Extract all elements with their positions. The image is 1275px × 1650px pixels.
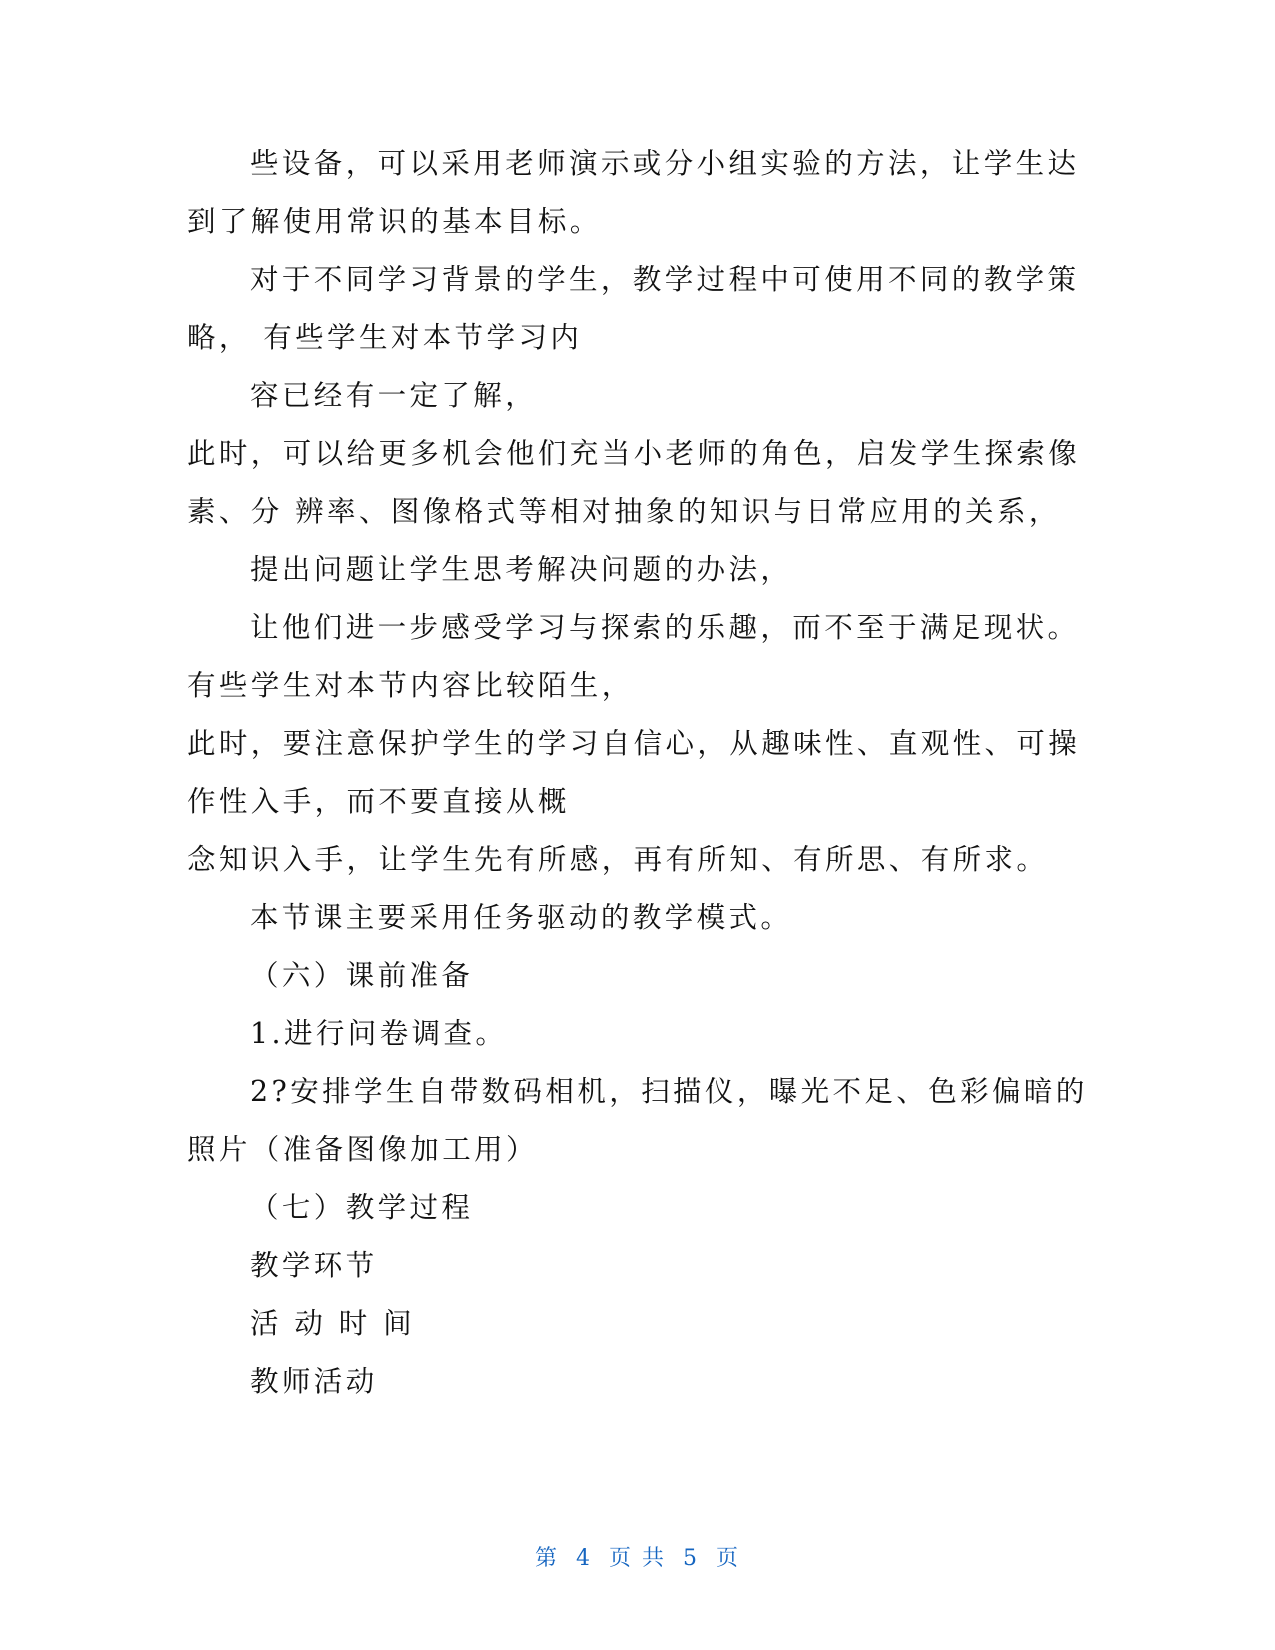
body-line-3: 对于不同学习背景的学生，教学过程中可使用不同的教学策 — [250, 263, 1080, 296]
footer-current-page: 4 — [576, 1546, 592, 1571]
list-item-1: 1.进行问卷调查。 — [250, 1017, 508, 1050]
section-heading-prep: （六）课前准备 — [250, 959, 474, 992]
body-line-12: 作性入手，而不要直接从概 — [187, 785, 570, 818]
footer-middle: 页 共 — [609, 1546, 666, 1571]
body-line-2: 到了解使用常识的基本目标。 — [187, 205, 602, 238]
body-line-9: 让他们进一步感受学习与探索的乐趣，而不至于满足现状。 — [250, 611, 1080, 644]
body-line-5: 容已经有一定了解， — [250, 379, 538, 412]
list-item-2-cont: 照片（准备图像加工用） — [187, 1133, 538, 1166]
body-line-13: 念知识入手，让学生先有所感，再有所知、有所思、有所求。 — [187, 843, 1049, 876]
body-line-8: 提出问题让学生思考解决问题的办法， — [250, 553, 793, 586]
section-heading-process: （七）教学过程 — [250, 1191, 474, 1224]
body-line-11: 此时，要注意保护学生的学习自信心，从趣味性、直观性、可操 — [187, 727, 1081, 760]
body-line-7: 素、分 辨率、图像格式等相对抽象的知识与日常应用的关系， — [187, 495, 1061, 528]
footer-suffix: 页 — [716, 1546, 741, 1571]
footer-total-pages: 5 — [683, 1546, 699, 1571]
table-header-teacher: 教师活动 — [250, 1365, 378, 1398]
page-footer — [0, 1541, 1275, 1572]
body-line-1: 些设备，可以采用老师演示或分小组实验的方法，让学生达 — [250, 147, 1080, 180]
body-line-10: 有些学生对本节内容比较陌生， — [187, 669, 634, 702]
body-line-4: 略， 有些学生对本节学习内 — [187, 321, 583, 354]
table-header-time: 活 动 时 间 — [250, 1307, 415, 1340]
list-item-2: 2?安排学生自带数码相机，扫描仪，曝光不足、色彩偏暗的 — [250, 1075, 1088, 1108]
body-line-14: 本节课主要采用任务驱动的教学模式。 — [250, 901, 793, 934]
table-header-stage: 教学环节 — [250, 1249, 378, 1282]
body-line-6: 此时，可以给更多机会他们充当小老师的角色，启发学生探索像 — [187, 437, 1081, 470]
footer-prefix: 第 — [534, 1546, 559, 1571]
